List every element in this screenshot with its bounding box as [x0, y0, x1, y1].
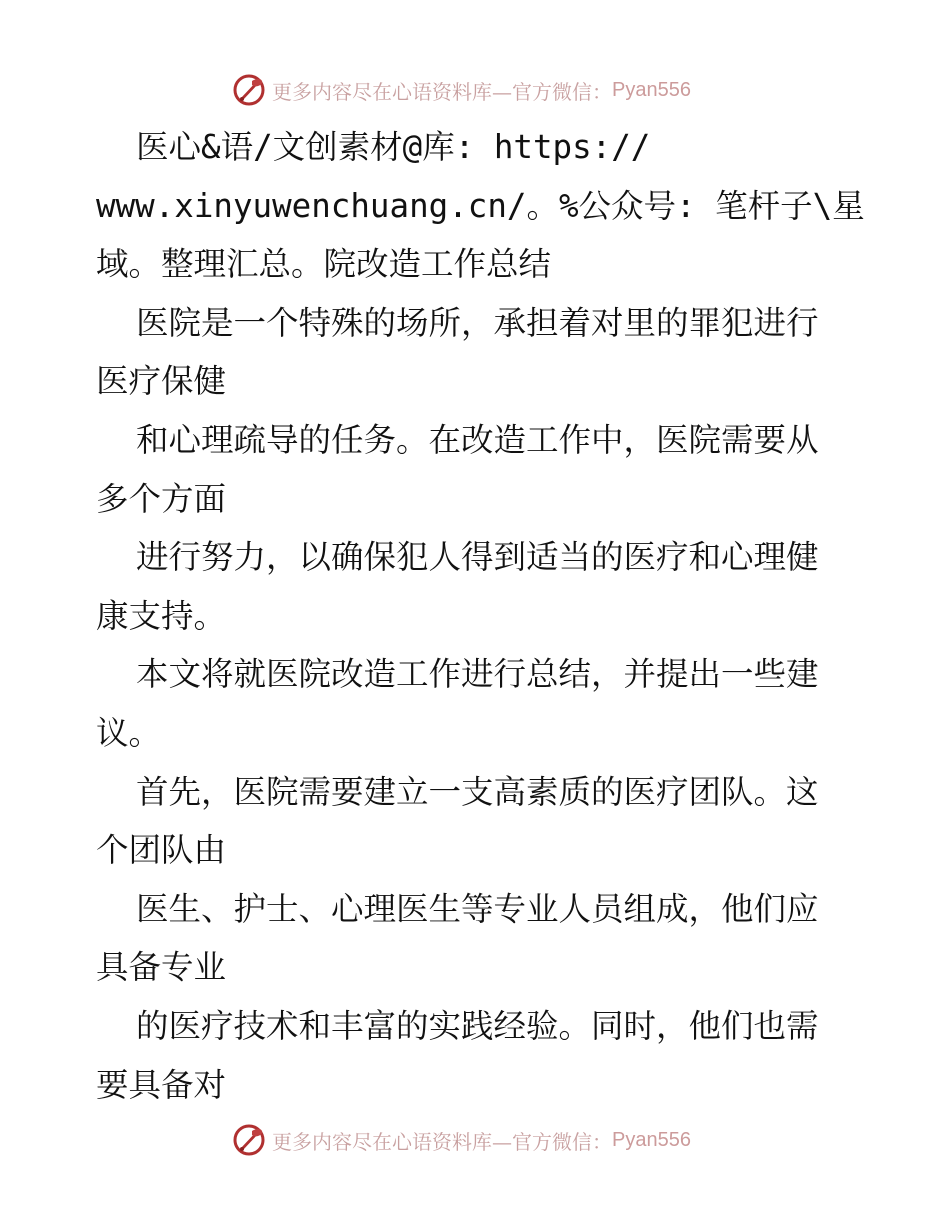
- text-line: 多个方面: [96, 479, 227, 518]
- text-line: 进行努力，以确保犯人得到适当的医疗和心理健: [136, 538, 819, 577]
- text-line: 具备专业: [96, 948, 227, 987]
- text-line: 医疗保健: [96, 362, 227, 401]
- text-line: 医心&语/文创素材@库: https://: [136, 128, 651, 166]
- feather-pen-circle-icon: [232, 73, 266, 107]
- banner-text: 更多内容尽在心语资料库—官方微信：: [272, 1129, 612, 1154]
- text-line: 域。整理汇总。院改造工作总结: [96, 245, 552, 284]
- text-line: 本文将就医院改造工作进行总结，并提出一些建: [136, 655, 819, 694]
- text-line: 医院是一个特殊的场所，承担着对里的罪犯进行: [136, 303, 819, 342]
- text-line: 的医疗技术和丰富的实践经验。同时，他们也需: [136, 1006, 819, 1045]
- banner-text: 更多内容尽在心语资料库—官方微信：: [272, 79, 612, 104]
- text-line: 和心理疏导的任务。在改造工作中，医院需要从: [136, 420, 819, 459]
- text-line: 个团队由: [96, 831, 227, 870]
- text-line: www.xinyuwenchuang.cn/。%公众号: 笔杆子\星: [96, 186, 865, 225]
- text-line: 医生、护士、心理医生等专业人员组成，他们应: [136, 889, 819, 928]
- header-banner: [232, 70, 691, 110]
- document-body: [96, 118, 865, 1114]
- footer-banner: [232, 1120, 691, 1160]
- feather-pen-circle-icon: [232, 1123, 266, 1157]
- text-line: 康支持。: [96, 596, 227, 635]
- text-line: 要具备对: [96, 1065, 227, 1104]
- text-line: 议。: [96, 713, 162, 752]
- text-line: 首先，医院需要建立一支高素质的医疗团队。这: [136, 772, 819, 811]
- banner-wechat-id: Pyan556: [612, 78, 691, 101]
- banner-wechat-id: Pyan556: [612, 1128, 691, 1151]
